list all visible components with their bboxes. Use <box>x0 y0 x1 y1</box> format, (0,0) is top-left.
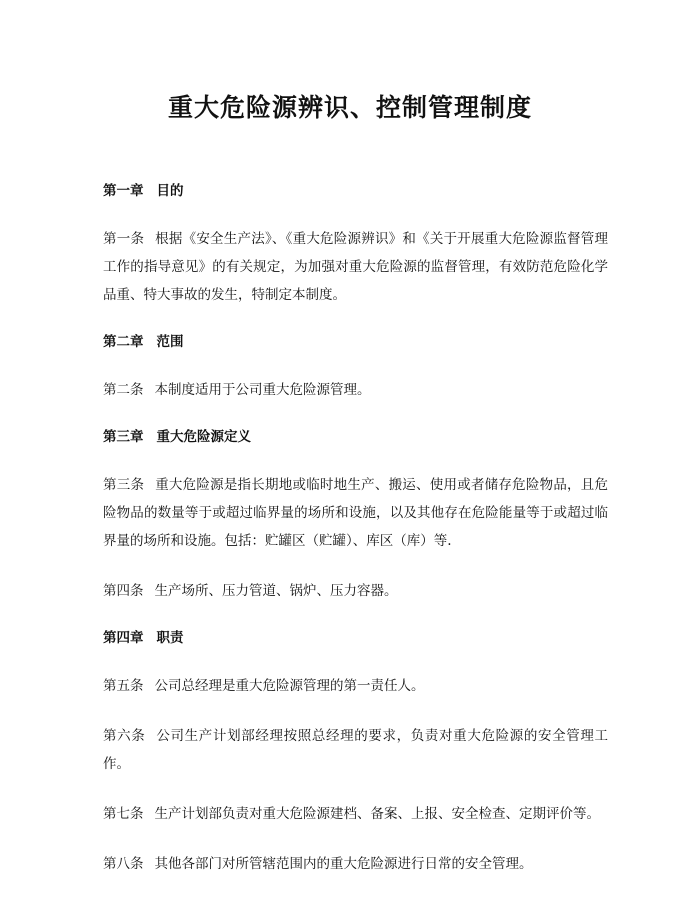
article-number: 第二条 <box>103 382 144 398</box>
chapter-number: 第四章 <box>103 630 144 646</box>
article-paragraph <box>103 225 608 309</box>
article-paragraph <box>103 376 608 404</box>
chapter-title: 重大危险源定义 <box>156 429 251 445</box>
article-text: 其他各部门对所管辖范围内的重大危险源进行日常的安全管理。 <box>154 856 533 872</box>
article-text: 生产计划部负责对重大危险源建档、备案、上报、安全检查、定期评价等。 <box>154 806 600 822</box>
article-paragraph <box>103 577 608 605</box>
article-number: 第三条 <box>103 477 145 493</box>
article-number: 第七条 <box>103 806 144 822</box>
chapter-number: 第一章 <box>103 183 144 199</box>
article-text: 根据《安全生产法》、《重大危险源辨识》和《关于开展重大危险源监督管理工作的指导意见》的有关规定，为加强对重大危险源的监督管理，有效防范危险化学品重、特大事故的发生，特制定本制度。 <box>103 231 609 303</box>
article-paragraph <box>103 800 608 828</box>
article-text: 公司生产计划部经理按照总经理的要求，负责对重大危险源的安全管理工作。 <box>103 728 609 772</box>
chapter-title: 职责 <box>156 630 184 646</box>
chapter-number: 第二章 <box>103 334 144 350</box>
chapter-heading <box>103 627 608 649</box>
chapter-heading <box>103 426 608 448</box>
article-number: 第四条 <box>103 583 144 599</box>
article-number: 第五条 <box>103 678 144 694</box>
article-paragraph <box>103 850 608 878</box>
article-paragraph <box>103 722 608 778</box>
article-text: 生产场所、压力管道、锅炉、压力容器。 <box>154 583 398 599</box>
chapter-title: 范围 <box>156 334 184 350</box>
article-number: 第六条 <box>103 728 146 744</box>
chapter-number: 第三章 <box>103 429 144 445</box>
article-text: 重大危险源是指长期地或临时地生产、搬运、使用或者储存危险物品，且危险物品的数量等于或超过临界量的场所和设施，以及其他存在危险能量等于或超过临界量的场所和设施。包括：贮罐区（贮罐）、库区（库）等. <box>103 477 609 549</box>
article-number: 第一条 <box>103 231 145 247</box>
page-title: 重大危险源辨识、控制管理制度 <box>167 93 532 122</box>
article-paragraph <box>103 672 608 700</box>
article-text: 公司总经理是重大危险源管理的第一责任人。 <box>154 678 425 694</box>
chapter-heading <box>103 180 608 202</box>
article-number: 第八条 <box>103 856 144 872</box>
document-body <box>103 180 608 900</box>
chapter-title: 目的 <box>156 183 184 199</box>
article-text: 本制度适用于公司重大危险源管理。 <box>154 382 371 398</box>
article-paragraph <box>103 471 608 555</box>
chapter-heading <box>103 331 608 353</box>
